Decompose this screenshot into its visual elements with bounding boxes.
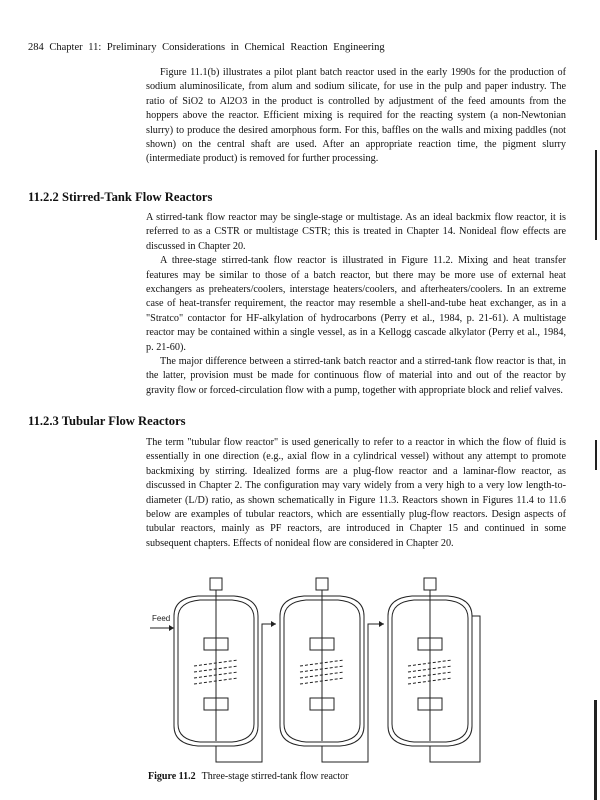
reactor-vessel-1 <box>174 578 258 760</box>
section-body-tubular <box>146 436 566 551</box>
paragraph: A three-stage stirred-tank flow reactor is illustrated in Figure 11.2. Mixing and heat transfer features may be similar to those of a batch reactor, but there may be more use of external heat exchangers as preheaters/coolers, interstage heaters/coolers, and afterheaters/coolers. In an extreme case of heat-transfer requirement, the reactor may resemble a shell-and-tube heat exchanger, as in a "Stratco" contactor for HF-alkylation of hydrocarbons (Perry et al., 1984, p. 21-61). A multistage reactor may be contained within a single vessel, as in a Kellogg cascade alkylator (Perry et al., 1984, p. 21-60). <box>146 255 566 353</box>
reactor-vessel-3 <box>388 578 472 760</box>
paragraph: The major difference between a stirred-tank batch reactor and a stirred-tank flow reactor is that, in the latter, provision must be made for continuous flow of material into and out of the reactor by gravity flow or forced-circulation flow with a pump, together with appropriate block and relief valves. <box>146 356 566 396</box>
transfer-line-1 <box>216 624 276 762</box>
caption-label: Figure 11.2 <box>148 771 196 782</box>
figure-caption <box>148 771 348 782</box>
section-body-stirred-tank <box>146 211 566 398</box>
three-stage-reactor-figure <box>150 576 495 766</box>
reactor-vessel-2 <box>280 578 364 760</box>
paragraph: The term "tubular flow reactor" is used generically to refer to a reactor in which the flow of fluid is essentially in one direction (e.g., axial flow in a cylindrical vessel) without any attempt to promote backmixing by stirring. Idealized forms are a plug-flow reactor and a laminar-flow reactor, as discussed in Chapter 2. The configuration may vary widely from a very high to a very low length-to-diameter (L/D) ratio, as shown schematically in Figure 11.3. Reactors shown in Figures 11.4 to 11.6 below are examples of tubular reactors, which are essentially plug-flow reactors. Design aspects of tubular reactors, mainly as PF reactors, are introduced in Chapter 15 and continued in some subsequent chapters. Effects of nonideal flow are considered in Chapter 20. <box>146 437 566 549</box>
scan-edge <box>595 150 597 240</box>
running-head: 284 Chapter 11: Preliminary Considerations in Chemical Reaction Engineering <box>28 42 385 53</box>
intro-paragraph <box>146 66 566 167</box>
scan-edge <box>594 700 597 800</box>
feed-arrow <box>169 625 174 631</box>
transfer-line-2 <box>322 624 384 762</box>
section-heading-stirred-tank: 11.2.2 Stirred-Tank Flow Reactors <box>28 190 213 204</box>
feed-label: Feed <box>152 614 171 623</box>
section-heading-tubular: 11.2.3 Tubular Flow Reactors <box>28 414 186 428</box>
caption-text: Three-stage stirred-tank flow reactor <box>201 771 349 782</box>
paragraph: Figure 11.1(b) illustrates a pilot plant batch reactor used in the early 1990s for the production of sodium aluminosilicate, from alum and sodium silicate, for use in the pulp and paper industry. The ratio of SiO2 to Al2O3 in the product is controlled by adjustment of the feed amounts from the hoppers above the reactor. Efficient mixing is required for the reacting system (a non-Newtonian slurry) to produce the desired amorphous form. For this, baffles on the walls and mixing paddles (not shown) on the central shaft are used. After an appropriate reaction time, the pigment slurry (intermediate product) is removed for further processing. <box>146 67 566 165</box>
paragraph: A stirred-tank flow reactor may be single-stage or multistage. As an ideal backmix flow reactor, it is referred to as a CSTR or multistage CSTR; this is treated in Chapter 14. Nonideal flow effects are discussed in Chapter 20. <box>146 212 566 252</box>
scan-edge <box>595 440 597 470</box>
